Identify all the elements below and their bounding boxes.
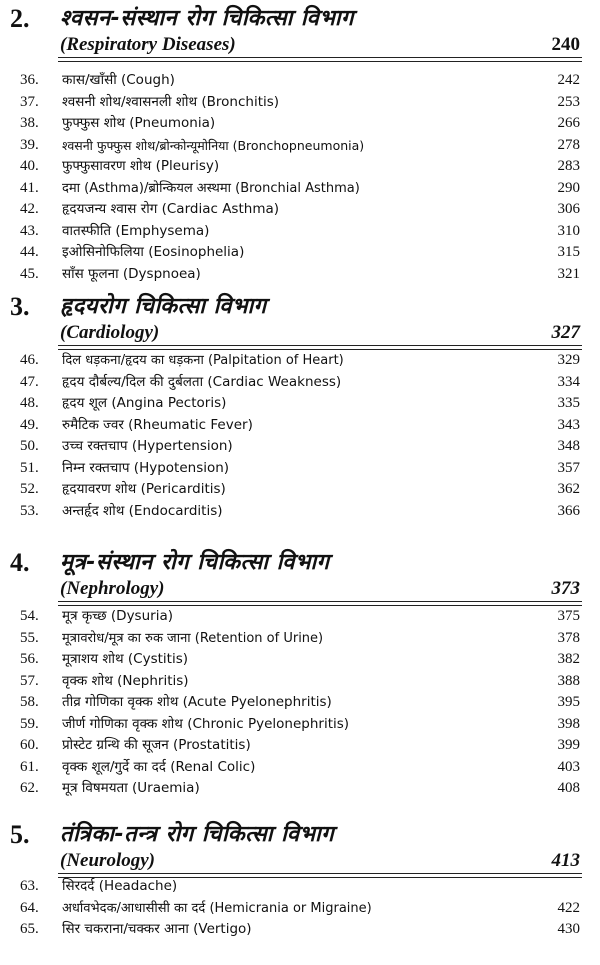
entry-number: 58. [20,694,39,710]
entry-page: 395 [557,694,580,710]
entry-title: हृदयावरण शोथ (Pericarditis) [62,481,226,497]
entry-number: 40. [20,158,39,174]
section-title: तंत्रिका-तन्त्र रोग चिकित्सा विभाग [60,822,335,847]
entry-page: 366 [557,502,580,519]
entry-title: उच्च रक्तचाप (Hypertension) [62,438,233,454]
section-header [0,544,600,608]
entry-number: 63. [20,878,39,894]
entry-number: 37. [20,93,39,110]
section-title: श्वसन-संस्थान रोग चिकित्सा विभाग [60,6,354,31]
toc-entry[interactable] [0,606,600,628]
entry-title: वृक्क शूल/गुर्दे का दर्द (Renal Colic) [62,758,256,775]
entry-title: मूत्र विषमयता (Uraemia) [62,780,200,796]
toc-entry[interactable] [0,898,600,920]
section-page: 240 [551,34,580,55]
entry-number: 38. [20,115,39,131]
section-header [0,816,600,880]
toc-entry[interactable] [0,735,600,757]
entry-title: हृदयजन्य श्वास रोग (Cardiac Asthma) [62,201,280,217]
entry-page: 388 [557,672,580,689]
toc-entry[interactable] [0,671,600,693]
entry-page: 398 [557,715,580,732]
toc-entry[interactable] [0,649,600,671]
toc-entry[interactable] [0,178,600,200]
toc-entry[interactable] [0,479,600,501]
entry-title: जीर्ण गोणिका वृक्क शोथ (Chronic Pyelonephritis) [62,715,350,732]
entry-number: 47. [20,373,39,390]
toc-entry[interactable] [0,436,600,458]
section-title: मूत्र-संस्थान रोग चिकित्सा विभाग [60,550,330,575]
entry-page: 321 [557,265,580,282]
toc-entry[interactable] [0,199,600,221]
toc-entry[interactable] [0,242,600,264]
entry-number: 44. [20,244,39,260]
entry-title: रुमैटिक ज्वर (Rheumatic Fever) [62,416,253,433]
section-header [0,0,600,64]
entry-title: दमा (Asthma)/ब्रोन्कियल अस्थमा (Bronchial Asthma) [62,180,360,196]
divider [58,57,582,58]
toc-entry[interactable] [0,714,600,736]
section-subtitle: (Neurology) [60,850,155,871]
entry-page: 315 [557,244,580,260]
section-number: 2. [10,4,30,33]
entry-number: 39. [20,136,39,153]
entry-title: हृदय दौर्बल्य/दिल की दुर्बलता (Cardiac Weakness) [62,373,342,390]
entry-number: 62. [20,780,39,796]
entry-page: 278 [557,136,580,153]
entry-page: 306 [557,201,580,217]
entry-number: 41. [20,179,39,196]
toc-entry[interactable] [0,70,600,92]
section-title: हृदयरोग चिकित्सा विभाग [60,294,267,319]
entry-title: साँस फूलना (Dyspnoea) [62,265,201,282]
toc-entry[interactable] [0,876,600,898]
entry-title: सिरदर्द (Headache) [62,878,178,894]
toc-entry[interactable] [0,692,600,714]
toc-entry[interactable] [0,415,600,437]
section-header [0,288,600,352]
entry-page: 362 [557,481,580,497]
entry-title: मूत्रावरोध/मूत्र का रुक जाना (Retention of Urine) [62,630,324,646]
divider [58,61,582,62]
entry-page: 335 [557,395,580,411]
section-number: 3. [10,292,30,321]
entry-page: 399 [557,737,580,753]
entry-title: वृक्क शोथ (Nephritis) [62,672,189,689]
entry-page: 310 [557,222,580,239]
divider [58,345,582,346]
entry-page: 266 [557,115,580,131]
section-subtitle: (Respiratory Diseases) [60,34,236,55]
entry-title: दिल धड़कना/हृदय का धड़कना (Palpitation of Heart) [62,353,344,368]
entry-number: 51. [20,459,39,476]
entry-title: फुफ्फुसावरण शोथ (Pleurisy) [62,158,220,174]
entry-page: 357 [557,459,580,476]
toc-entry[interactable] [0,92,600,114]
entry-title: कास/खाँसी (Cough) [62,72,175,88]
section-nephrology [0,544,600,796]
entry-title: अर्धावभेदक/आधासीसी का दर्द (Hemicrania or Migraine) [62,900,372,916]
entry-title: श्वसनी फुफ्फुस शोथ/ब्रोन्कोन्यूमोनिया (Bronchopneumonia) [62,137,365,153]
entry-number: 56. [20,651,39,667]
entry-number: 50. [20,438,39,454]
entry-number: 46. [20,352,39,368]
toc-entry[interactable] [0,264,600,286]
entry-number: 48. [20,395,39,411]
toc-entry[interactable] [0,350,600,372]
entry-number: 64. [20,899,39,916]
section-neurology [0,816,600,937]
entry-number: 53. [20,502,39,519]
section-page: 327 [551,322,580,343]
entry-page: 403 [557,758,580,775]
entry-title: अन्तर्हृद शोथ (Endocarditis) [62,502,223,519]
entry-page: 378 [557,629,580,646]
entry-number: 59. [20,715,39,732]
entry-title: तीव्र गोणिका वृक्क शोथ (Acute Pyelonephritis) [62,694,332,710]
section-cardiology [0,288,600,519]
toc-entry[interactable] [0,372,600,394]
entry-page: 242 [557,72,580,88]
entry-number: 52. [20,481,39,497]
entry-number: 60. [20,737,39,753]
entry-number: 49. [20,416,39,433]
entry-number: 43. [20,222,39,239]
entry-number: 65. [20,921,39,937]
entry-number: 42. [20,201,39,217]
entry-page: 375 [557,608,580,624]
section-page: 373 [551,578,580,599]
entry-page: 334 [557,373,580,390]
entry-page: 348 [557,438,580,454]
toc-entry[interactable] [0,778,600,800]
toc-entry[interactable] [0,135,600,157]
entry-number: 55. [20,629,39,646]
toc-entry[interactable] [0,919,600,941]
entry-title: वातस्फीति (Emphysema) [62,222,210,239]
entry-page: 290 [557,179,580,196]
section-subtitle: (Nephrology) [60,578,165,599]
entry-title: श्वसनी शोथ/श्वासनली शोथ (Bronchitis) [62,93,280,110]
entry-number: 45. [20,265,39,282]
section-subtitle: (Cardiology) [60,322,160,343]
toc-entry[interactable] [0,221,600,243]
toc-entry[interactable] [0,757,600,779]
entry-title: मूत्र कृच्छ (Dysuria) [62,608,173,624]
entry-page: 408 [557,780,580,796]
entry-title: मूत्राशय शोथ (Cystitis) [62,651,189,667]
section-page: 413 [551,850,580,871]
section-respiratory [0,0,600,282]
entry-number: 57. [20,672,39,689]
entry-page: 382 [557,651,580,667]
toc-entry[interactable] [0,458,600,480]
entry-page: 329 [557,352,580,368]
divider [58,601,582,602]
toc-entry[interactable] [0,113,600,135]
entry-title: निम्न रक्तचाप (Hypotension) [62,459,230,476]
toc-entry[interactable] [0,628,600,650]
toc-entry[interactable] [0,393,600,415]
entry-number: 61. [20,758,39,775]
entry-page: 343 [557,416,580,433]
entry-page: 430 [557,921,580,937]
entry-title: फुफ्फुस शोथ (Pneumonia) [62,115,216,131]
entry-title: प्रोस्टेट ग्रन्थि की सूजन (Prostatitis) [62,737,251,753]
section-number: 5. [10,820,30,849]
toc-entry[interactable] [0,501,600,523]
section-number: 4. [10,548,30,577]
divider [58,873,582,874]
toc-entry[interactable] [0,156,600,178]
entry-number: 36. [20,72,39,88]
entry-page: 253 [557,93,580,110]
entry-number: 54. [20,608,39,624]
entry-title: सिर चकराना/चक्कर आना (Vertigo) [62,921,252,937]
entry-title: इओसिनोफिलिया (Eosinophelia) [62,244,245,260]
entry-page: 283 [557,158,580,174]
entry-title: हृदय शूल (Angina Pectoris) [62,395,227,411]
entry-page: 422 [557,899,580,916]
